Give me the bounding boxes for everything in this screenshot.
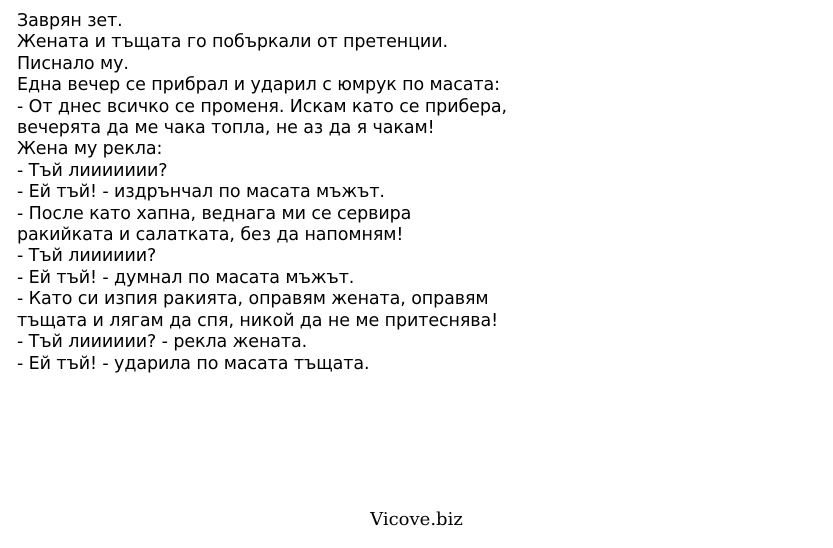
joke-line: вечерята да ме чака топла, не аз да я чакам! bbox=[17, 118, 435, 139]
joke-line: Жената и тъщата го побъркали от претенции. bbox=[17, 32, 448, 53]
joke-line: - От днес всичко се променя. Искам като се прибера, bbox=[17, 96, 507, 117]
site-watermark: Vicove.biz bbox=[370, 509, 463, 530]
joke-line: - Ей тъй! - издрънчал по масата мъжът. bbox=[17, 182, 385, 203]
joke-line: - Тъй лиииииии? bbox=[17, 160, 168, 181]
joke-line: - Ей тъй! - думнал по масата мъжът. bbox=[17, 267, 355, 288]
joke-line: Писнало му. bbox=[17, 53, 129, 74]
joke-line: - Тъй лииииии? - рекла жената. bbox=[17, 332, 308, 353]
joke-line: Една вечер се прибрал и ударил с юмрук по масата: bbox=[17, 75, 500, 96]
joke-line: ракийката и салатката, без да напомням! bbox=[17, 225, 404, 246]
joke-line: - После като хапна, веднага ми се сервира bbox=[17, 203, 412, 224]
joke-line: - Тъй лииииии? bbox=[17, 246, 157, 267]
joke-text bbox=[17, 11, 817, 375]
joke-line: - Като си изпия ракията, оправям жената, оправям bbox=[17, 289, 489, 310]
joke-line: - Ей тъй! - ударила по масата тъщата. bbox=[17, 353, 370, 374]
joke-line: Заврян зет. bbox=[17, 11, 123, 31]
joke-line: Жена му рекла: bbox=[17, 139, 163, 160]
joke-line: тъщата и лягам да спя, никой да не ме притеснява! bbox=[17, 310, 499, 331]
